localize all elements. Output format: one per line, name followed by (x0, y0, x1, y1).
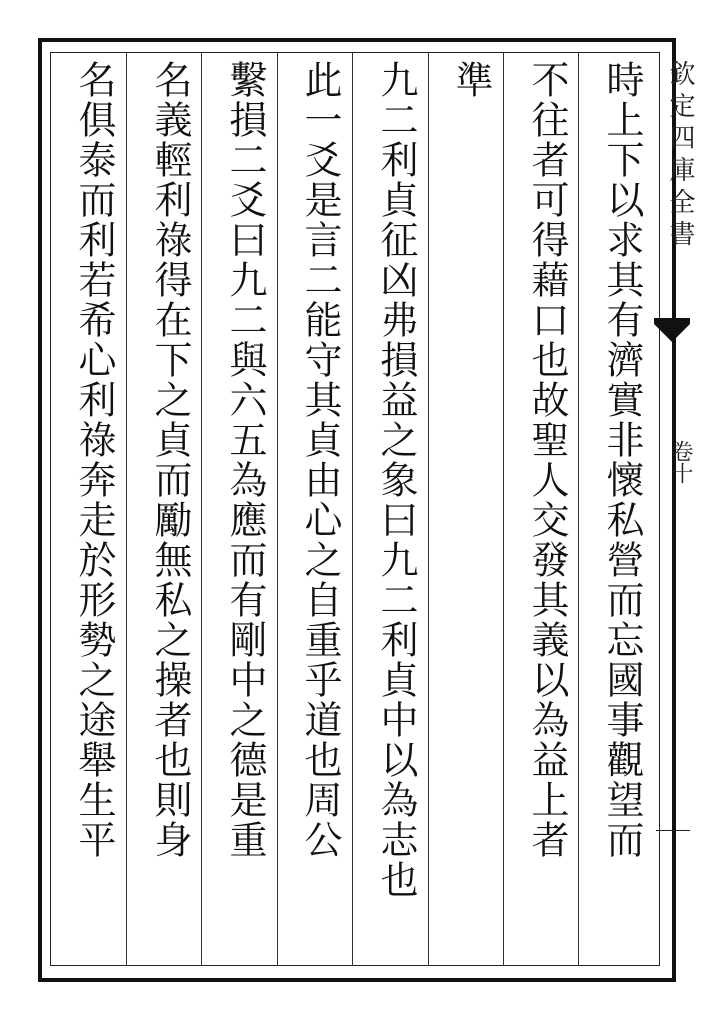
column-rule (352, 52, 353, 966)
margin-volume-label: 卷十 (668, 440, 693, 484)
text-column-5: 此一爻是言二能守其貞由心之自重乎道也周公 (298, 60, 342, 860)
column-rule (126, 52, 127, 966)
text-column-8: 名俱泰而利若希心利祿奔走於形勢之途舉生平 (72, 60, 116, 860)
column-rule (428, 52, 429, 966)
text-column-1: 時上下以求其有濟實非懷私營而忘國事觀望而 (600, 60, 644, 860)
text-column-4: 九二利貞征凶弗損益之象曰九二利貞中以為志也 (374, 60, 418, 900)
column-rule (201, 52, 202, 966)
column-rule (578, 52, 579, 966)
text-column-6: 繫損二爻曰九二與六五為應而有剛中之德是重 (223, 60, 267, 860)
text-column-2: 不往者可得藉口也故聖人交發其義以為益上者 (525, 60, 569, 860)
column-rule (503, 52, 504, 966)
column-rule (277, 52, 278, 966)
text-column-3: 準 (449, 60, 493, 100)
margin-divider (656, 830, 690, 831)
text-column-7: 名義輕利祿得在下之貞而勵無私之操者也則身 (148, 60, 192, 860)
fishtail-mark-icon (652, 316, 692, 346)
margin-book-title: 欽定四庫全書 (665, 60, 695, 252)
